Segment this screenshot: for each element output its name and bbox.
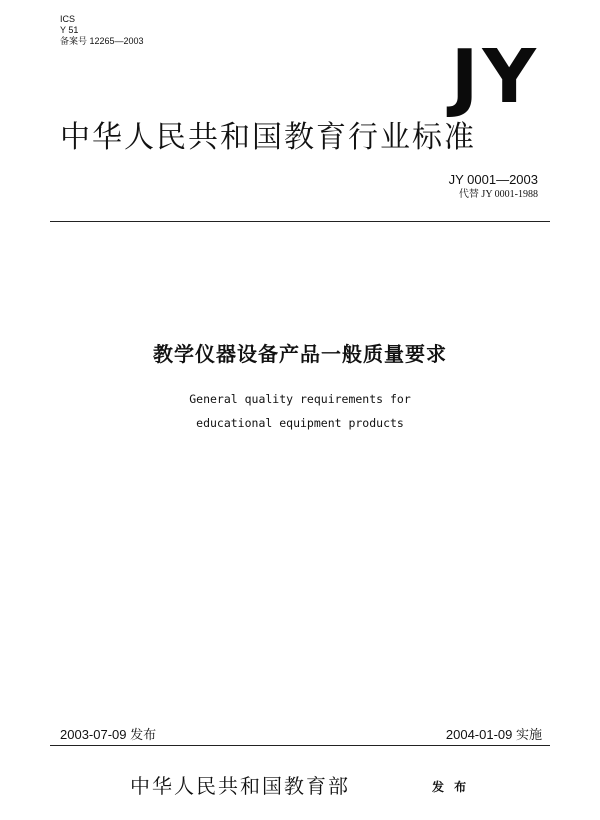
filing-number: 备案号 12265—2003: [60, 36, 144, 46]
classification-block: [60, 14, 144, 47]
document-title-cn: 教学仪器设备产品一般质量要求: [153, 342, 447, 366]
classification-code: Y 51: [60, 25, 79, 35]
implementation-date: 2004-01-09 实施: [445, 727, 542, 742]
document-title-en-line2: educational equipment products: [196, 416, 404, 430]
standard-number-block: [449, 172, 538, 202]
replaces-note: 代替 JY 0001-1988: [458, 189, 538, 200]
release-date: 2003-07-09 发布: [60, 727, 157, 742]
top-divider: [50, 221, 550, 222]
ics-label: ICS: [60, 14, 76, 24]
issue-label: 发 布: [432, 780, 470, 794]
standard-number: JY 0001—2003: [448, 172, 538, 187]
bottom-divider: [50, 745, 550, 746]
issuing-authority: 中华人民共和国教育部: [130, 774, 350, 798]
document-title-en-line1: General quality requirements for: [189, 392, 411, 406]
jy-logo: JY: [450, 34, 540, 120]
standard-type-heading: 中华人民共和国教育行业标准: [60, 120, 476, 155]
